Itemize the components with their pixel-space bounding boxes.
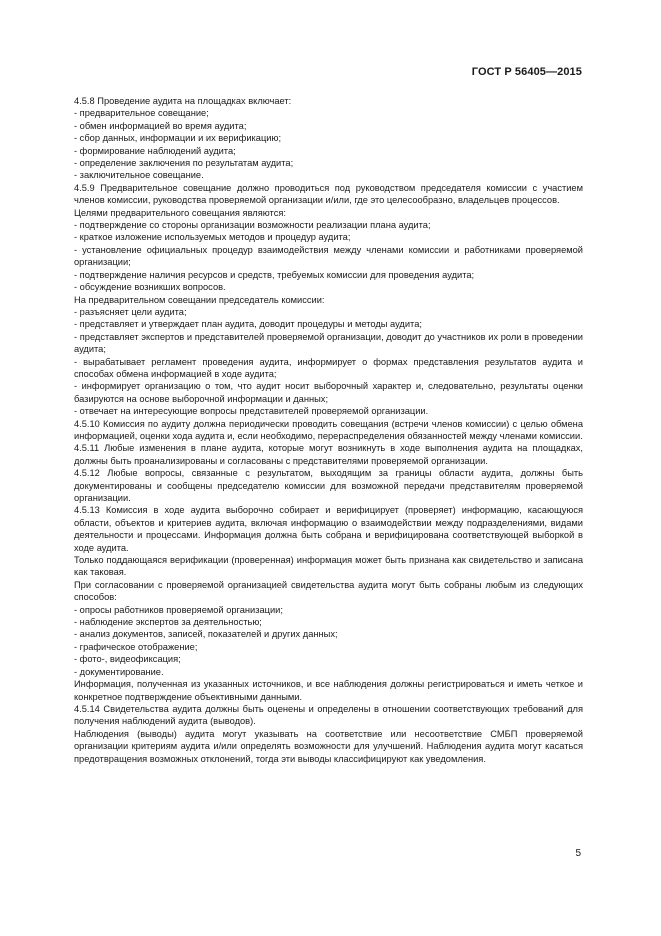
paragraph: 4.5.13 Комиссия в ходе аудита выборочно собирает и верифицирует (проверяет) информацию, касающуюся области, объектов и критериев аудита, включая информацию о взаимодействии между подразделениями, видами деятельности и процессами. Информация должна быть собрана и верифицирована соответствующей выборкой в ходе аудита.	[74, 505, 583, 553]
list-item: - краткое изложение используемых методов и процедур аудита;	[74, 232, 351, 243]
paragraph: При согласовании с проверяемой организацией свидетельства аудита могут быть собраны любым из следующих способов:	[74, 579, 583, 603]
list-item: - графическое отображение;	[74, 641, 198, 652]
list-item: - фото-, видеофиксация;	[74, 654, 181, 665]
list-item: - установление официальных процедур взаимодействия между членами комиссии и работниками проверяемой организации;	[74, 244, 583, 268]
list-item: - разъясняет цели аудита;	[74, 306, 187, 317]
list-item: - подтверждение со стороны организации возможности реализации плана аудита;	[74, 220, 431, 231]
paragraph: 4.5.8 Проведение аудита на площадках включает:	[74, 96, 292, 106]
list-item: - отвечает на интересующие вопросы представителей проверяемой организации.	[74, 406, 429, 417]
paragraph: 4.5.9 Предварительное совещание должно проводиться под руководством председателя комиссии с участием членов комиссии, руководства проверяемой организации и/или, где это целесообразно, владельцев процессов.	[74, 182, 583, 206]
paragraph: 4.5.12 Любые вопросы, связанные с результатом, выходящим за границы области аудита, должны быть документированы и сообщены председателю комиссии для возможной передачи представителям проверяемой организации.	[74, 468, 583, 503]
list-item: - представляет экспертов и представителей проверяемой организации, доводит до участников их роли в проведении аудита;	[74, 331, 583, 355]
paragraph: Только поддающаяся верификации (проверенная) информация может быть признана как свидетельство и записана как таковая.	[74, 555, 583, 578]
list-item: - информирует организацию о том, что аудит носит выборочный характер и, следовательно, результаты оценки базируются на основе выборочной информации и данных;	[74, 381, 583, 404]
list-item: - анализ документов, записей, показателей и других данных;	[74, 629, 338, 640]
list-item: - опросы работников проверяемой организации;	[74, 604, 283, 615]
document-number: ГОСТ Р 56405—2015	[471, 66, 582, 78]
list-item: - предварительное совещание;	[74, 108, 209, 119]
list-item: - обмен информацией во время аудита;	[74, 120, 247, 131]
paragraph: Наблюдения (выводы) аудита могут указывать на соответствие или несоответствие СМБП проверяемой организации критериям аудита и/или определять возможности для улучшений. Наблюдения аудита могут касаться предотвращения возможных отклонений, тогда эти выводы классифицируют как уведомления.	[74, 728, 583, 764]
paragraph: Информация, полученная из указанных источников, и все наблюдения должны регистрироваться и иметь четкое и конкретное подтверждение объективными данными.	[74, 679, 583, 702]
list-item: - документирование.	[74, 666, 164, 677]
list-item: - определение заключения по результатам аудита;	[74, 158, 294, 169]
document-body	[74, 95, 583, 765]
paragraph: 4.5.14 Свидетельства аудита должны быть оценены и определены в отношении соответствующих требований для получения наблюдений аудита (выводов).	[74, 703, 583, 727]
list-item: - вырабатывает регламент проведения аудита, информирует о формах представления результатов аудита и способах обмена информацией в ходе аудита;	[74, 356, 583, 379]
list-item: - подтверждение наличия ресурсов и средств, требуемых комиссии для проведения аудита;	[74, 269, 475, 280]
list-item: - сбор данных, информации и их верификацию;	[74, 133, 282, 144]
paragraph: На предварительном совещании председатель комиссии:	[74, 294, 325, 305]
paragraph: Целями предварительного совещания являются:	[74, 207, 286, 218]
list-item: - заключительное совещание.	[74, 170, 204, 181]
list-item: - наблюдение экспертов за деятельностью;	[74, 617, 262, 628]
paragraph: 4.5.10 Комиссия по аудиту должна периодически проводить совещания (встречи членов комиссии) с целью обмена информацией, оценки хода аудита и, если необходимо, перераспределения обязанностей между членами комиссии.	[74, 418, 583, 441]
list-item: - формирование наблюдений аудита;	[74, 145, 236, 156]
page-number: 5	[575, 848, 581, 859]
list-item: - представляет и утверждает план аудита, доводит процедуры и методы аудита;	[74, 319, 422, 330]
paragraph: 4.5.11 Любые изменения в плане аудита, которые могут возникнуть в ходе выполнения аудита на площадках, должны быть проанализированы и согласованы с представителями проверяемой организации.	[74, 443, 583, 466]
list-item: - обсуждение возникших вопросов.	[74, 282, 226, 293]
